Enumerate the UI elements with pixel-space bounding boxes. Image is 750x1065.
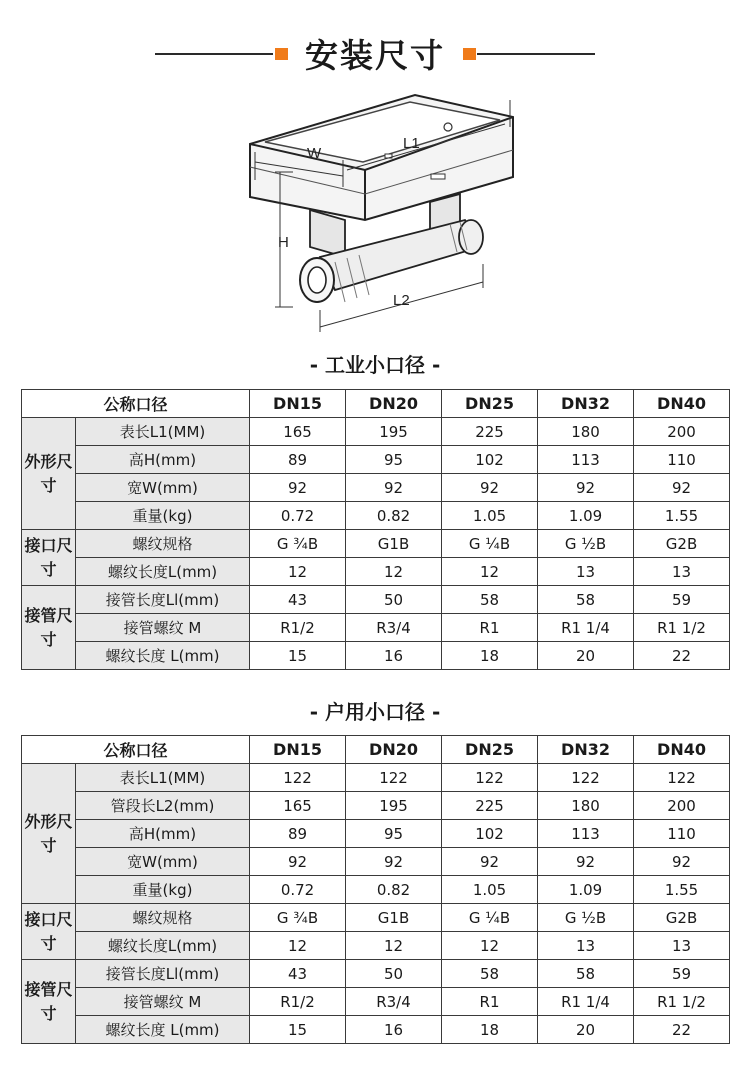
row-label: 管段长L2(mm) bbox=[76, 792, 250, 820]
group-label: 接口尺寸 bbox=[22, 904, 76, 960]
header-dn15: DN15 bbox=[250, 390, 346, 418]
table-header-row bbox=[22, 390, 730, 418]
header-dn32: DN32 bbox=[538, 736, 634, 764]
value-cell: 0.72 bbox=[250, 876, 346, 904]
value-cell: 122 bbox=[538, 764, 634, 792]
value-cell: 50 bbox=[346, 586, 442, 614]
group-label: 外形尺寸 bbox=[22, 764, 76, 904]
value-cell: R1/2 bbox=[250, 988, 346, 1016]
table-row bbox=[22, 848, 730, 876]
value-cell: 92 bbox=[250, 848, 346, 876]
table-row bbox=[22, 1016, 730, 1044]
value-cell: 102 bbox=[442, 820, 538, 848]
group-label: 接口尺寸 bbox=[22, 530, 76, 586]
value-cell: 180 bbox=[538, 418, 634, 446]
row-label: 螺纹规格 bbox=[76, 530, 250, 558]
value-cell: 200 bbox=[634, 792, 730, 820]
value-cell: 92 bbox=[634, 848, 730, 876]
row-label: 表长L1(MM) bbox=[76, 418, 250, 446]
value-cell: 122 bbox=[250, 764, 346, 792]
value-cell: 1.09 bbox=[538, 876, 634, 904]
table-row bbox=[22, 558, 730, 586]
table-row bbox=[22, 474, 730, 502]
value-cell: 16 bbox=[346, 642, 442, 670]
value-cell: 195 bbox=[346, 418, 442, 446]
header-nominal-diameter: 公称口径 bbox=[22, 736, 250, 764]
row-label: 表长L1(MM) bbox=[76, 764, 250, 792]
value-cell: 1.55 bbox=[634, 876, 730, 904]
value-cell: G1B bbox=[346, 530, 442, 558]
value-cell: G ½B bbox=[538, 904, 634, 932]
value-cell: 50 bbox=[346, 960, 442, 988]
value-cell: G ¾B bbox=[250, 530, 346, 558]
value-cell: G ¼B bbox=[442, 904, 538, 932]
value-cell: R1 1/4 bbox=[538, 614, 634, 642]
table-row bbox=[22, 764, 730, 792]
header-dn20: DN20 bbox=[346, 390, 442, 418]
value-cell: 22 bbox=[634, 1016, 730, 1044]
row-label: 接管螺纹 M bbox=[76, 614, 250, 642]
value-cell: 12 bbox=[442, 932, 538, 960]
value-cell: 58 bbox=[442, 586, 538, 614]
value-cell: 58 bbox=[538, 960, 634, 988]
value-cell: 0.72 bbox=[250, 502, 346, 530]
value-cell: 89 bbox=[250, 820, 346, 848]
value-cell: 92 bbox=[538, 474, 634, 502]
value-cell: 15 bbox=[250, 642, 346, 670]
table-row bbox=[22, 530, 730, 558]
row-label: 接管螺纹 M bbox=[76, 988, 250, 1016]
value-cell: 1.09 bbox=[538, 502, 634, 530]
header-dn25: DN25 bbox=[442, 390, 538, 418]
table-row bbox=[22, 502, 730, 530]
header-dn32: DN32 bbox=[538, 390, 634, 418]
value-cell: 95 bbox=[346, 820, 442, 848]
row-label: 螺纹长度 L(mm) bbox=[76, 1016, 250, 1044]
value-cell: 13 bbox=[538, 932, 634, 960]
table-row bbox=[22, 446, 730, 474]
value-cell: 113 bbox=[538, 446, 634, 474]
value-cell: 18 bbox=[442, 642, 538, 670]
table-row bbox=[22, 586, 730, 614]
header-rule-right bbox=[477, 53, 595, 55]
value-cell: 92 bbox=[346, 474, 442, 502]
table-row bbox=[22, 988, 730, 1016]
value-cell: 16 bbox=[346, 1016, 442, 1044]
value-cell: G2B bbox=[634, 530, 730, 558]
value-cell: 12 bbox=[442, 558, 538, 586]
value-cell: 92 bbox=[346, 848, 442, 876]
value-cell: 12 bbox=[346, 558, 442, 586]
value-cell: R3/4 bbox=[346, 988, 442, 1016]
value-cell: 20 bbox=[538, 642, 634, 670]
value-cell: 110 bbox=[634, 820, 730, 848]
value-cell: 43 bbox=[250, 960, 346, 988]
header-nominal-diameter: 公称口径 bbox=[22, 390, 250, 418]
value-cell: 92 bbox=[442, 474, 538, 502]
value-cell: 92 bbox=[634, 474, 730, 502]
value-cell: R1 bbox=[442, 614, 538, 642]
value-cell: 58 bbox=[442, 960, 538, 988]
row-label: 高H(mm) bbox=[76, 820, 250, 848]
value-cell: 110 bbox=[634, 446, 730, 474]
household-spec-table bbox=[21, 735, 730, 1044]
group-label: 接管尺寸 bbox=[22, 960, 76, 1044]
row-label: 重量(kg) bbox=[76, 502, 250, 530]
label-l2: L2 bbox=[393, 292, 410, 309]
value-cell: 43 bbox=[250, 586, 346, 614]
value-cell: 13 bbox=[634, 932, 730, 960]
value-cell: 0.82 bbox=[346, 876, 442, 904]
value-cell: R1 1/4 bbox=[538, 988, 634, 1016]
value-cell: R1/2 bbox=[250, 614, 346, 642]
value-cell: 195 bbox=[346, 792, 442, 820]
value-cell: 92 bbox=[250, 474, 346, 502]
header-dn25: DN25 bbox=[442, 736, 538, 764]
value-cell: 200 bbox=[634, 418, 730, 446]
value-cell: G ½B bbox=[538, 530, 634, 558]
page-title: 安装尺寸 bbox=[305, 36, 445, 75]
value-cell: R3/4 bbox=[346, 614, 442, 642]
table-row bbox=[22, 876, 730, 904]
value-cell: 15 bbox=[250, 1016, 346, 1044]
row-label: 重量(kg) bbox=[76, 876, 250, 904]
value-cell: 95 bbox=[346, 446, 442, 474]
value-cell: G ¾B bbox=[250, 904, 346, 932]
value-cell: 92 bbox=[538, 848, 634, 876]
value-cell: 89 bbox=[250, 446, 346, 474]
value-cell: 12 bbox=[250, 932, 346, 960]
header-accent-right bbox=[463, 48, 476, 60]
value-cell: 122 bbox=[346, 764, 442, 792]
row-label: 螺纹长度L(mm) bbox=[76, 932, 250, 960]
value-cell: 0.82 bbox=[346, 502, 442, 530]
value-cell: 92 bbox=[442, 848, 538, 876]
table-row bbox=[22, 642, 730, 670]
row-label: 高H(mm) bbox=[76, 446, 250, 474]
label-h: H bbox=[278, 234, 289, 251]
value-cell: 20 bbox=[538, 1016, 634, 1044]
value-cell: 225 bbox=[442, 792, 538, 820]
value-cell: G1B bbox=[346, 904, 442, 932]
header-dn40: DN40 bbox=[634, 390, 730, 418]
value-cell: 13 bbox=[538, 558, 634, 586]
header-dn20: DN20 bbox=[346, 736, 442, 764]
value-cell: 1.05 bbox=[442, 876, 538, 904]
row-label: 宽W(mm) bbox=[76, 474, 250, 502]
table-2-subtitle: - 户用小口径 - bbox=[309, 700, 441, 724]
value-cell: 165 bbox=[250, 792, 346, 820]
group-label: 外形尺寸 bbox=[22, 418, 76, 530]
value-cell: 1.55 bbox=[634, 502, 730, 530]
value-cell: G ¼B bbox=[442, 530, 538, 558]
water-meter-dimension-diagram bbox=[235, 92, 535, 342]
value-cell: 180 bbox=[538, 792, 634, 820]
industrial-spec-table bbox=[21, 389, 730, 670]
value-cell: 59 bbox=[634, 586, 730, 614]
value-cell: 12 bbox=[346, 932, 442, 960]
value-cell: R1 1/2 bbox=[634, 614, 730, 642]
label-w: W bbox=[307, 145, 322, 162]
table-row bbox=[22, 820, 730, 848]
value-cell: R1 1/2 bbox=[634, 988, 730, 1016]
value-cell: 58 bbox=[538, 586, 634, 614]
value-cell: 18 bbox=[442, 1016, 538, 1044]
value-cell: 122 bbox=[634, 764, 730, 792]
value-cell: G2B bbox=[634, 904, 730, 932]
value-cell: R1 bbox=[442, 988, 538, 1016]
value-cell: 225 bbox=[442, 418, 538, 446]
value-cell: 113 bbox=[538, 820, 634, 848]
row-label: 螺纹长度 L(mm) bbox=[76, 642, 250, 670]
label-l1: L1 bbox=[403, 135, 420, 152]
value-cell: 122 bbox=[442, 764, 538, 792]
table-header-row bbox=[22, 736, 730, 764]
value-cell: 59 bbox=[634, 960, 730, 988]
group-label: 接管尺寸 bbox=[22, 586, 76, 670]
table-row bbox=[22, 904, 730, 932]
value-cell: 102 bbox=[442, 446, 538, 474]
row-label: 宽W(mm) bbox=[76, 848, 250, 876]
table-row bbox=[22, 960, 730, 988]
header-dn40: DN40 bbox=[634, 736, 730, 764]
value-cell: 165 bbox=[250, 418, 346, 446]
header-dn15: DN15 bbox=[250, 736, 346, 764]
section-header bbox=[0, 28, 750, 80]
table-row bbox=[22, 418, 730, 446]
row-label: 螺纹长度L(mm) bbox=[76, 558, 250, 586]
table-row bbox=[22, 932, 730, 960]
value-cell: 13 bbox=[634, 558, 730, 586]
table-1-subtitle: - 工业小口径 - bbox=[309, 353, 441, 377]
table-row bbox=[22, 792, 730, 820]
value-cell: 1.05 bbox=[442, 502, 538, 530]
table-row bbox=[22, 614, 730, 642]
row-label: 接管长度Ll(mm) bbox=[76, 960, 250, 988]
value-cell: 22 bbox=[634, 642, 730, 670]
row-label: 螺纹规格 bbox=[76, 904, 250, 932]
value-cell: 12 bbox=[250, 558, 346, 586]
row-label: 接管长度Ll(mm) bbox=[76, 586, 250, 614]
